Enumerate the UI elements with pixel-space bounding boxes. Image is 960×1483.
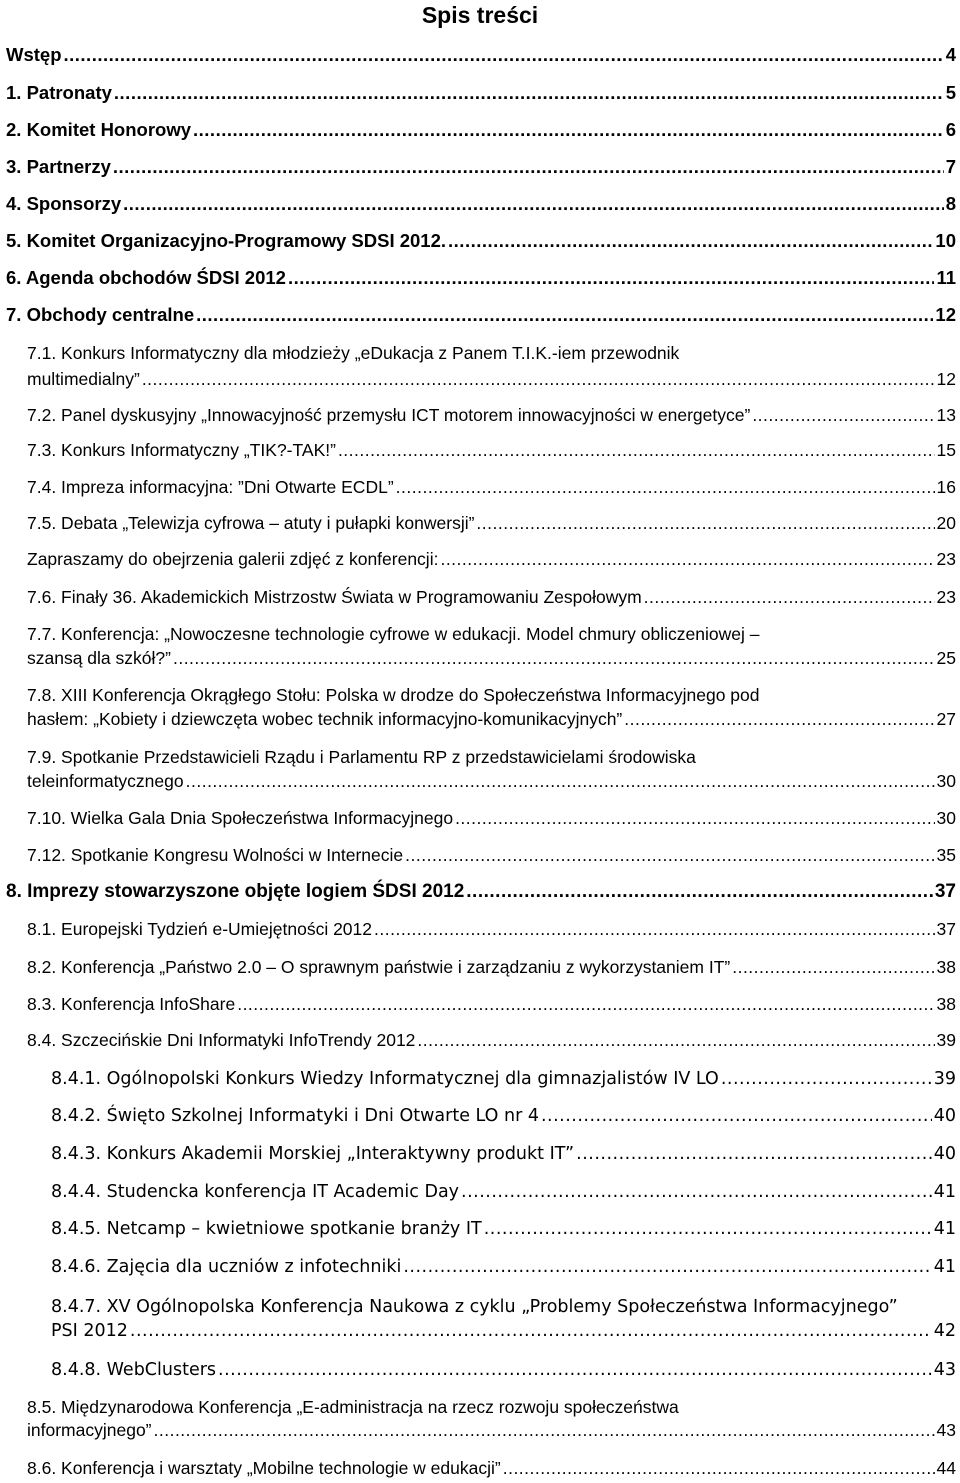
toc-entry-page: 8 xyxy=(945,193,956,214)
toc-entry-page: 40 xyxy=(933,1144,956,1164)
toc-entry[interactable] xyxy=(27,844,956,866)
toc-entry-title: Zapraszamy do obejrzenia galerii zdjęć z konferencji: xyxy=(27,549,439,569)
page-title: Spis treści xyxy=(421,2,539,28)
toc-entry-title: 1. Patronaty xyxy=(6,82,112,103)
toc-entry-page: 11 xyxy=(936,267,956,288)
toc-entry-page: 16 xyxy=(936,477,956,497)
toc-entry-title: 7.4. Impreza informacyjna: ”Dni Otwarte ECDL” xyxy=(27,477,394,497)
toc-entry-page: 30 xyxy=(936,771,956,791)
toc-entry-page: 39 xyxy=(936,1030,956,1050)
toc-entry-title: 8.4.3. Konkurs Akademii Morskiej „Interaktywny produkt IT” xyxy=(51,1144,575,1164)
toc-entry-page: 41 xyxy=(933,1219,956,1239)
dot-leader xyxy=(64,44,944,66)
toc-entry[interactable] xyxy=(27,1457,956,1479)
toc-entry[interactable] xyxy=(27,342,956,390)
toc-entry[interactable] xyxy=(27,1029,956,1051)
dot-leader xyxy=(338,439,935,461)
toc-entry-page: 4 xyxy=(945,44,956,65)
dot-leader xyxy=(417,1029,934,1051)
toc-entry-title: 8.6. Konferencja i warsztaty „Mobilne technologie w edukacji” xyxy=(27,1458,501,1478)
toc-entry-page: 13 xyxy=(936,405,956,425)
dot-leader xyxy=(142,368,935,390)
toc-entry[interactable] xyxy=(6,82,956,104)
dot-leader xyxy=(154,1419,935,1441)
toc-entry-title: 8.4.1. Ogólnopolski Konkurs Wiedzy Informatycznej dla gimnazjalistów IV LO xyxy=(51,1069,719,1089)
toc-entry-title: hasłem: „Kobiety i dziewczęta wobec technik informacyjno-komunikacyjnych” xyxy=(27,709,623,729)
dot-leader xyxy=(374,918,935,940)
toc-entry[interactable] xyxy=(27,439,956,461)
toc-entry-title: PSI 2012 xyxy=(51,1321,128,1341)
toc-entry-title: teleinformatycznego xyxy=(27,771,184,791)
dot-leader xyxy=(130,1320,932,1342)
dot-leader xyxy=(732,956,934,978)
toc-entry-page: 37 xyxy=(936,919,956,939)
toc-entry-title: 7.10. Wielka Gala Dnia Społeczeństwa Informacyjnego xyxy=(27,808,454,828)
toc-entry-page: 23 xyxy=(936,587,956,607)
dot-leader xyxy=(455,807,934,829)
dot-leader xyxy=(503,1457,935,1479)
toc-entry-page: 40 xyxy=(933,1106,956,1126)
toc-entry-page: 6 xyxy=(945,119,956,140)
toc-entry-page: 38 xyxy=(936,994,956,1014)
dot-leader xyxy=(440,548,934,570)
dot-leader xyxy=(721,1068,932,1090)
toc-entry-page: 30 xyxy=(936,808,956,828)
toc-entry[interactable] xyxy=(51,1359,956,1381)
toc-entry-title: 5. Komitet Organizacyjno-Programowy SDSI 2012. xyxy=(6,230,447,251)
toc-entry-title: 8.4. Szczecińskie Dni Informatyki InfoTrendy 2012 xyxy=(27,1030,416,1050)
toc-entry[interactable] xyxy=(27,623,956,669)
toc-entry-title: informacyjnego” xyxy=(27,1420,152,1440)
dot-leader xyxy=(461,1181,932,1203)
toc-entry[interactable] xyxy=(51,1296,956,1342)
dot-leader xyxy=(403,1256,931,1278)
toc-entry-title-line1: 7.7. Konferencja: „Nowoczesne technologie cyfrowe w edukacji. Model chmury obliczeniowej – xyxy=(27,624,760,644)
toc-entry-title: 8.4.4. Studencka konferencja IT Academic Day xyxy=(51,1182,460,1202)
toc-entry-page: 44 xyxy=(936,1458,956,1478)
toc-entry-title-line1: 8.4.7. XV Ogólnopolska Konferencja Naukowa z cyklu „Problemy Społeczeństwa Informacyjnego” xyxy=(51,1297,898,1317)
toc-entry-title: 6. Agenda obchodów ŚDSI 2012 xyxy=(6,267,286,288)
toc-entry-title: 4. Sponsorzy xyxy=(6,193,122,214)
toc-entry-title: 7.5. Debata „Telewizja cyfrowa – atuty i pułapki konwersji” xyxy=(27,513,475,533)
toc-entry[interactable] xyxy=(27,476,956,498)
toc-entry-title: szansą dla szkół?” xyxy=(27,648,171,668)
toc-entry-title-line1: 8.5. Międzynarodowa Konferencja „E-administracja na rzecz rozwoju społeczeństwa xyxy=(27,1397,679,1417)
toc-entry[interactable] xyxy=(27,548,956,570)
dot-leader xyxy=(186,770,935,792)
toc-entry[interactable] xyxy=(6,304,956,326)
toc-entry-page: 20 xyxy=(936,513,956,533)
toc-entry-title: 2. Komitet Honorowy xyxy=(6,119,192,140)
dot-leader xyxy=(466,881,933,903)
toc-entry-title: Wstęp xyxy=(6,44,62,65)
dot-leader xyxy=(288,267,934,289)
toc-entry-page: 25 xyxy=(936,648,956,668)
toc-entry-title: multimedialny” xyxy=(27,369,140,389)
toc-entry[interactable] xyxy=(27,512,956,534)
toc-entry[interactable] xyxy=(6,267,956,289)
dot-leader xyxy=(218,1359,932,1381)
toc-entry-title: 8.4.5. Netcamp – kwietniowe spotkanie branży IT xyxy=(51,1219,482,1239)
toc-entry[interactable] xyxy=(27,956,956,978)
toc-entry[interactable] xyxy=(6,193,956,215)
toc-entry-title-line1: 7.1. Konkurs Informatyczny dla młodzieży „eDukacja z Panem T.I.K.-iem przewodnik xyxy=(27,343,680,363)
toc-entry-page: 7 xyxy=(945,156,956,177)
toc-entry-title-line1: 7.9. Spotkanie Przedstawicieli Rządu i Parlamentu RP z przedstawicielami środowiska xyxy=(27,747,696,767)
dot-leader xyxy=(405,844,934,866)
toc-entry-title: 7. Obchody centralne xyxy=(6,304,195,325)
toc-entry[interactable] xyxy=(51,1256,956,1278)
toc-entry-title: 7.2. Panel dyskusyjny „Innowacyjność przemysłu ICT motorem innowacyjności w energetyce” xyxy=(27,405,751,425)
toc-entry[interactable] xyxy=(51,1218,956,1240)
toc-entry-page: 41 xyxy=(933,1182,956,1202)
toc-entry-title: 8. Imprezy stowarzyszone objęte logiem ŚDSI 2012 xyxy=(6,881,465,902)
toc-entry-page: 42 xyxy=(933,1321,956,1341)
dot-leader xyxy=(193,119,944,141)
toc-entry-title: 8.4.2. Święto Szkolnej Informatyki i Dni Otwarte LO nr 4 xyxy=(51,1106,539,1126)
toc-entry-page: 35 xyxy=(936,845,956,865)
toc-entry-title: 8.4.8. WebClusters xyxy=(51,1360,217,1380)
toc-entry-page: 39 xyxy=(933,1069,956,1089)
toc-entry[interactable] xyxy=(6,230,956,252)
toc-entry[interactable] xyxy=(51,1181,956,1203)
toc-entry-title: 7.6. Finały 36. Akademickich Mistrzostw Świata w Programowaniu Zespołowym xyxy=(27,587,642,607)
toc-entry[interactable] xyxy=(27,746,956,792)
dot-leader xyxy=(113,156,944,178)
toc-entry-page: 43 xyxy=(936,1420,956,1440)
toc-entry[interactable] xyxy=(27,918,956,940)
toc-entry[interactable] xyxy=(27,586,956,608)
toc-entry-page: 41 xyxy=(933,1257,956,1277)
toc-entry[interactable] xyxy=(51,1143,956,1165)
toc-entry-page: 43 xyxy=(933,1360,956,1380)
toc-entry-page: 5 xyxy=(945,82,956,103)
toc-entry-title: 3. Partnerzy xyxy=(6,156,111,177)
dot-leader xyxy=(114,82,944,104)
dot-leader xyxy=(624,708,934,730)
toc-entry-title: 7.3. Konkurs Informatyczny „TIK?-TAK!” xyxy=(27,440,336,460)
dot-leader xyxy=(173,647,935,669)
toc-entry[interactable] xyxy=(27,993,956,1015)
dot-leader xyxy=(576,1143,932,1165)
dot-leader xyxy=(196,304,933,326)
toc-entry-page: 12 xyxy=(936,369,956,389)
toc-entry-page: 23 xyxy=(936,549,956,569)
toc-entry-page: 10 xyxy=(935,230,956,251)
dot-leader xyxy=(396,476,935,498)
toc-entry[interactable] xyxy=(6,881,956,903)
toc-entry[interactable] xyxy=(6,119,956,141)
toc-entry-title: 8.2. Konferencja „Państwo 2.0 – O sprawnym państwie i zarządzaniu z wykorzystaniem IT” xyxy=(27,957,731,977)
toc-entry-title: 7.12. Spotkanie Kongresu Wolności w Internecie xyxy=(27,845,404,865)
toc-entry[interactable] xyxy=(51,1068,956,1090)
toc-entry[interactable] xyxy=(51,1105,956,1127)
toc-entry-title: 8.4.6. Zajęcia dla uczniów z infotechniki xyxy=(51,1257,402,1277)
toc-entry[interactable] xyxy=(27,404,956,426)
dot-leader xyxy=(237,993,934,1015)
toc-entry[interactable] xyxy=(6,44,956,66)
toc-entry-page: 12 xyxy=(935,304,956,325)
toc-entry[interactable] xyxy=(27,684,956,730)
toc-entry[interactable] xyxy=(27,1396,956,1441)
dot-leader xyxy=(448,230,933,252)
toc-entry-page: 15 xyxy=(936,440,956,460)
dot-leader xyxy=(541,1105,932,1127)
toc-entry-title-line1: 7.8. XIII Konferencja Okrągłego Stołu: Polska w drodze do Społeczeństwa Informacyjnego pod xyxy=(27,685,760,705)
dot-leader xyxy=(476,512,934,534)
dot-leader xyxy=(123,193,944,215)
dot-leader xyxy=(752,404,934,426)
toc-entry-page: 37 xyxy=(934,881,956,902)
toc-entry-page: 38 xyxy=(936,957,956,977)
toc-entry-title: 8.3. Konferencja InfoShare xyxy=(27,994,236,1014)
toc-entry-title: 8.1. Europejski Tydzień e-Umiejętności 2012 xyxy=(27,919,373,939)
dot-leader xyxy=(484,1218,932,1240)
toc-entry-page: 27 xyxy=(936,709,956,729)
toc-entry[interactable] xyxy=(6,156,956,178)
dot-leader xyxy=(644,586,935,608)
toc-entry[interactable] xyxy=(27,807,956,829)
